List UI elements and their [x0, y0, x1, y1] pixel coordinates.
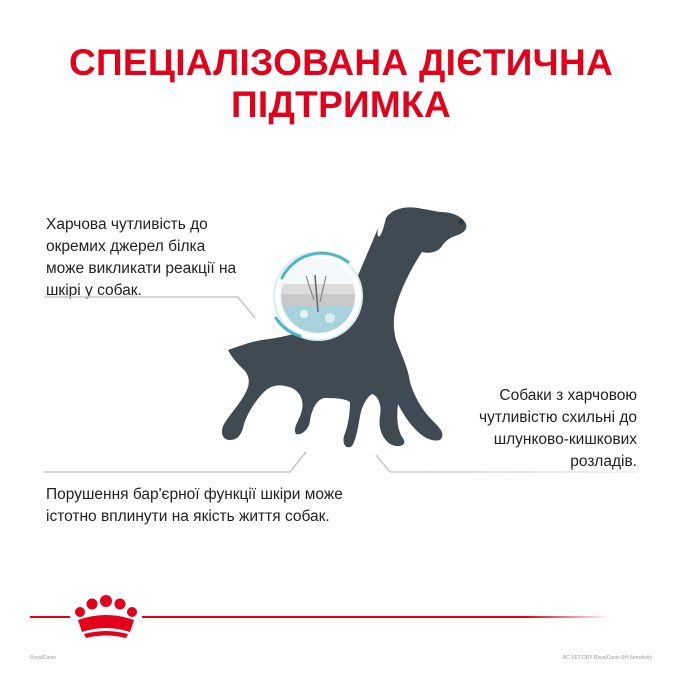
- royal-canin-crown-logo-icon: [75, 595, 137, 638]
- leader-line-digestive: [376, 455, 638, 472]
- footer-code-left: RoyalCanin: [30, 655, 56, 661]
- callout-skin-reaction: Харчова чутливість до окремих джерел білка може викликати реакції на шкірі у собак.: [46, 216, 237, 299]
- footer-line-right: [142, 616, 610, 618]
- title-line-1: СПЕЦІАЛІЗОВАНА ДІЄТИЧНА: [69, 42, 613, 83]
- title-line-2: ПІДТРИМКА: [231, 84, 451, 125]
- leader-line-skin: [44, 297, 255, 318]
- leader-line-barrier: [44, 452, 306, 472]
- callout-skin-barrier: Порушення бар'єрної функції шкіри може істотно вплинути на якість життя собак.: [46, 486, 343, 525]
- footer-code-right: RC VET DRY RoyalCanin SH Sensitivity: [562, 655, 652, 661]
- skin-cross-section-icon: [274, 252, 362, 340]
- callout-digestive: Собаки з харчовою чутливістю схильні до шлунково-кишкових розладів.: [479, 387, 637, 470]
- dog-nose: [458, 219, 464, 225]
- footer-line-left: [30, 616, 70, 618]
